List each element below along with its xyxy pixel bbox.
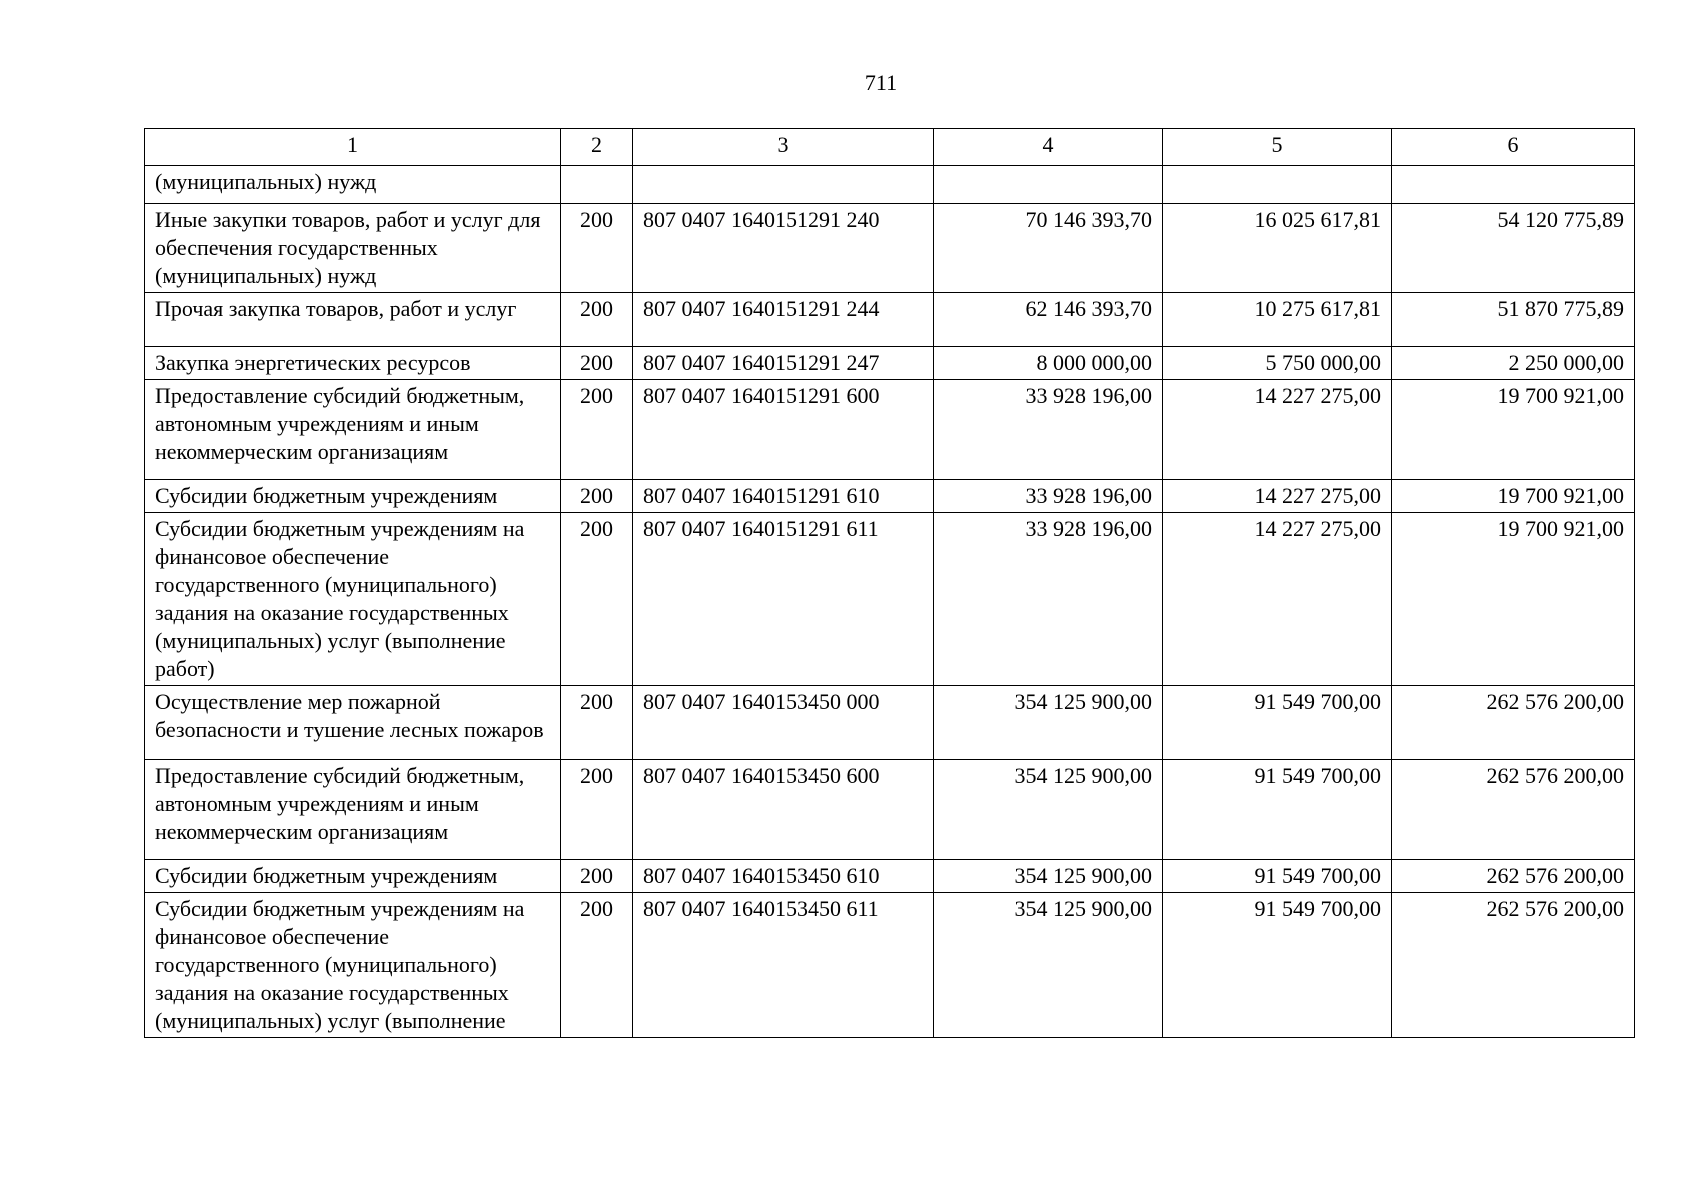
table-row (145, 293, 1635, 347)
row-code-cell (633, 166, 934, 204)
row-column-2-cell: 200 (561, 860, 633, 893)
row-code-cell: 807 0407 1640151291 244 (633, 293, 934, 347)
row-value-5-cell (1163, 166, 1392, 204)
page-number: 711 (864, 70, 898, 95)
row-value-4-cell: 33 928 196,00 (934, 513, 1163, 686)
row-value-5-cell: 91 549 700,00 (1163, 860, 1392, 893)
row-name-cell: Предоставление субсидий бюджетным, автономным учреждениям и иным некоммерческим организациям (145, 380, 561, 480)
row-value-5-cell: 14 227 275,00 (1163, 380, 1392, 480)
row-column-2-cell: 200 (561, 513, 633, 686)
row-name-cell: Прочая закупка товаров, работ и услуг (145, 293, 561, 347)
row-value-4-cell: 354 125 900,00 (934, 893, 1163, 1038)
row-value-4-cell: 33 928 196,00 (934, 480, 1163, 513)
row-value-5-cell: 5 750 000,00 (1163, 347, 1392, 380)
row-name-cell: Предоставление субсидий бюджетным, автономным учреждениям и иным некоммерческим организациям (145, 760, 561, 860)
row-column-2-cell: 200 (561, 480, 633, 513)
table-row (145, 686, 1635, 760)
column-header-4: 4 (934, 129, 1163, 166)
table-row (145, 513, 1635, 686)
column-header-3: 3 (633, 129, 934, 166)
table-row (145, 860, 1635, 893)
table-row (145, 380, 1635, 480)
row-name-cell: Осуществление мер пожарной безопасности и тушение лесных пожаров (145, 686, 561, 760)
row-column-2-cell: 200 (561, 347, 633, 380)
row-code-cell: 807 0407 1640153450 600 (633, 760, 934, 860)
row-value-6-cell: 262 576 200,00 (1392, 760, 1635, 860)
column-header-6: 6 (1392, 129, 1635, 166)
row-value-5-cell: 10 275 617,81 (1163, 293, 1392, 347)
row-value-4-cell: 354 125 900,00 (934, 760, 1163, 860)
row-name-cell: Субсидии бюджетным учреждениям на финансовое обеспечение государственного (муниципального) задания на оказание государственных (муниципальных) услуг (выполнение (145, 893, 561, 1038)
table-row (145, 893, 1635, 1038)
table-header (145, 129, 1635, 166)
header-row (145, 129, 1635, 166)
row-value-4-cell: 354 125 900,00 (934, 860, 1163, 893)
budget-table (144, 128, 1635, 1038)
row-value-4-cell: 33 928 196,00 (934, 380, 1163, 480)
row-code-cell: 807 0407 1640151291 610 (633, 480, 934, 513)
row-value-6-cell (1392, 166, 1635, 204)
row-value-6-cell: 19 700 921,00 (1392, 480, 1635, 513)
row-value-5-cell: 91 549 700,00 (1163, 760, 1392, 860)
table-row (145, 166, 1635, 204)
table-row (145, 760, 1635, 860)
row-value-6-cell: 262 576 200,00 (1392, 893, 1635, 1038)
row-name-cell: Субсидии бюджетным учреждениям (145, 480, 561, 513)
row-value-4-cell (934, 166, 1163, 204)
row-value-4-cell: 354 125 900,00 (934, 686, 1163, 760)
row-column-2-cell: 200 (561, 760, 633, 860)
row-value-5-cell: 91 549 700,00 (1163, 893, 1392, 1038)
row-value-6-cell: 51 870 775,89 (1392, 293, 1635, 347)
row-code-cell: 807 0407 1640151291 247 (633, 347, 934, 380)
row-value-6-cell: 262 576 200,00 (1392, 686, 1635, 760)
row-code-cell: 807 0407 1640151291 611 (633, 513, 934, 686)
column-header-2: 2 (561, 129, 633, 166)
row-code-cell: 807 0407 1640153450 000 (633, 686, 934, 760)
row-name-cell: Субсидии бюджетным учреждениям на финансовое обеспечение государственного (муниципального) задания на оказание государственных (муниципальных) услуг (выполнение работ) (145, 513, 561, 686)
row-code-cell: 807 0407 1640151291 600 (633, 380, 934, 480)
row-name-cell: Закупка энергетических ресурсов (145, 347, 561, 380)
row-column-2-cell: 200 (561, 293, 633, 347)
column-header-5: 5 (1163, 129, 1392, 166)
row-value-6-cell: 54 120 775,89 (1392, 204, 1635, 293)
row-column-2-cell (561, 166, 633, 204)
row-value-4-cell: 62 146 393,70 (934, 293, 1163, 347)
row-name-cell: Субсидии бюджетным учреждениям (145, 860, 561, 893)
row-code-cell: 807 0407 1640153450 611 (633, 893, 934, 1038)
row-name-cell: (муниципальных) нужд (145, 166, 561, 204)
row-value-6-cell: 2 250 000,00 (1392, 347, 1635, 380)
row-value-5-cell: 14 227 275,00 (1163, 480, 1392, 513)
row-value-5-cell: 91 549 700,00 (1163, 686, 1392, 760)
row-value-6-cell: 19 700 921,00 (1392, 513, 1635, 686)
table-row (145, 204, 1635, 293)
row-value-6-cell: 262 576 200,00 (1392, 860, 1635, 893)
row-value-6-cell: 19 700 921,00 (1392, 380, 1635, 480)
table-body (145, 166, 1635, 1038)
row-column-2-cell: 200 (561, 893, 633, 1038)
row-column-2-cell: 200 (561, 204, 633, 293)
row-value-4-cell: 70 146 393,70 (934, 204, 1163, 293)
row-value-5-cell: 14 227 275,00 (1163, 513, 1392, 686)
row-value-5-cell: 16 025 617,81 (1163, 204, 1392, 293)
row-name-cell: Иные закупки товаров, работ и услуг для обеспечения государственных (муниципальных) нужд (145, 204, 561, 293)
row-value-4-cell: 8 000 000,00 (934, 347, 1163, 380)
row-column-2-cell: 200 (561, 686, 633, 760)
row-code-cell: 807 0407 1640153450 610 (633, 860, 934, 893)
row-column-2-cell: 200 (561, 380, 633, 480)
column-header-1: 1 (145, 129, 561, 166)
table-row (145, 480, 1635, 513)
table-row (145, 347, 1635, 380)
row-code-cell: 807 0407 1640151291 240 (633, 204, 934, 293)
